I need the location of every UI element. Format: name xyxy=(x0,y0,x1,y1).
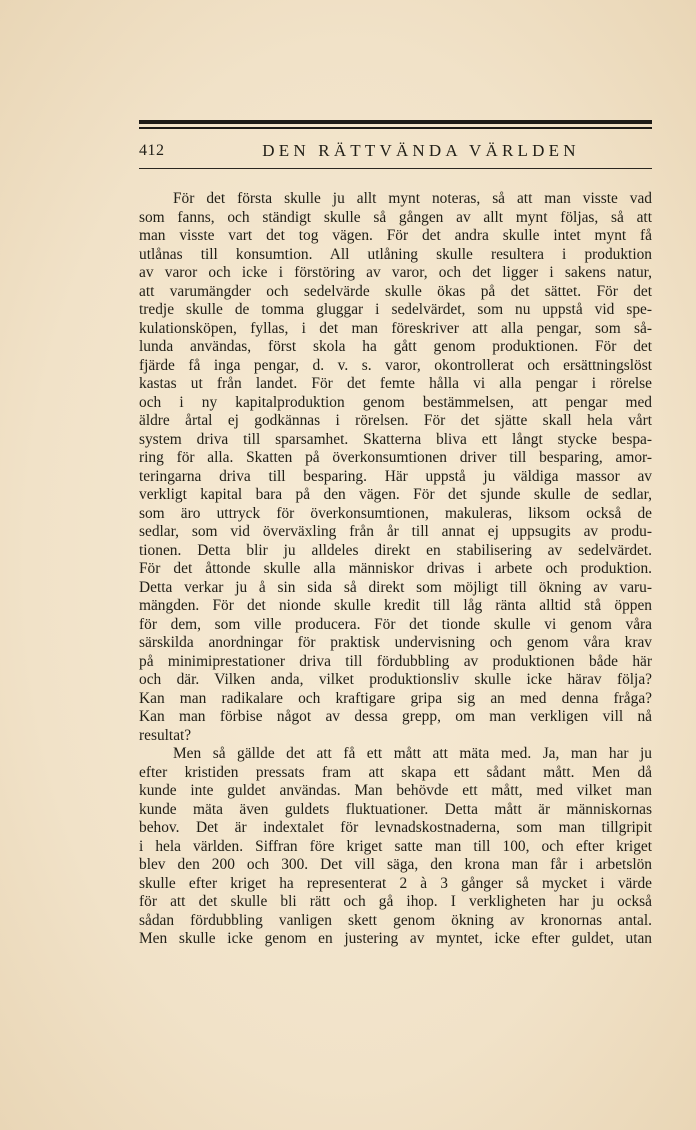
running-title: DEN RÄTTVÄNDA VÄRLDEN xyxy=(262,141,580,160)
text-line: särskilda anordningar för praktisk undervisning och genom våra krav xyxy=(139,634,652,651)
text-line: fjärde få inga pengar, d. v. s. varor, okontrollerat och ersättningslöst xyxy=(139,356,652,374)
text-line: sedlar, som vid överväxling från år till annat ej uppsugits av produ- xyxy=(139,523,652,540)
text-line: man visste vart det tog vägen. För det andra skulle intet mynt få xyxy=(139,227,652,244)
text-line: Men skulle icke genom en justering av myntet, icke efter guldet, utan xyxy=(139,930,652,947)
text-line: som fanns, och ständigt skulle så gången av allt mynt följas, så att xyxy=(139,208,652,226)
text-line: teringarna driva till besparing. Här uppstå ju väldiga massor av xyxy=(139,467,652,485)
running-header xyxy=(139,140,652,164)
text-line: För det åttonde skulle alla människor drivas i arbete och produktion. xyxy=(139,560,652,577)
text-line: sådan fördubbling vanligen skett genom ökning av kronornas antal. xyxy=(139,911,652,929)
text-line: Detta verkar ju å sin sida så direkt som möjligt till ökning av varu- xyxy=(139,578,652,596)
text-line: kunde inte guldet användas. Man behövde ett mått, med vilket man xyxy=(139,782,652,799)
text-line: kastas ut från landet. För det femte hålla vi alla pengar i rörelse xyxy=(139,375,652,392)
text-line: system driva till sparsamhet. Skatterna bliva ett långt stycke bespa- xyxy=(139,430,652,448)
text-line: ring för alla. Skatten på överkonsumtionen driver till besparing, amor- xyxy=(139,449,652,466)
text-line: resultat? xyxy=(139,726,192,744)
text-line: skulle efter kriget ha representerat 2 à 3 gånger så mycket i värde xyxy=(139,874,652,892)
text-line: mängden. För det nionde skulle kredit till låg ränta alltid stå öppen xyxy=(139,597,652,614)
text-line: Kan man förbise något av dessa grepp, om man verkligen vill nå xyxy=(139,708,652,725)
text-line: och där. Vilken anda, vilket produktionsliv skulle icke härav följa? xyxy=(139,671,652,688)
text-line: och i ny kapitalproduktion genom bestämmelsen, att pengar med xyxy=(139,393,652,411)
text-line: äldre årtal ej godkännas i rörelsen. För det sjätte skall hela vårt xyxy=(139,412,652,429)
text-line: lunda användas, först skola ha gått genom produktionen. För det xyxy=(139,338,652,355)
text-line: för dem, som ville producera. För det tionde skulle vi genom våra xyxy=(139,615,652,633)
text-line: i hela världen. Siffran före kriget satte man till 100, och efter kriget xyxy=(139,837,652,855)
header-rule-thick xyxy=(139,120,652,124)
text-line: för att det skulle bli rätt och gå ihop. I verkligheten har ju också xyxy=(139,893,652,910)
text-line: verkligt kapital bara på den vägen. För det sjunde skulle de sedlar, xyxy=(139,486,652,503)
text-line: Men så gällde det att få ett mått att mäta med. Ja, man har ju xyxy=(173,745,652,762)
text-line: För det första skulle ju allt mynt noteras, så att man visste vad xyxy=(173,190,652,207)
text-line: av varor och icke i förstöring av varor, och det ligger i sakens natur, xyxy=(139,264,652,281)
text-line: på minimiprestationer driva till fördubbling av produktionen både här xyxy=(139,652,652,670)
text-line: som äro uttryck för överkonsumtionen, makuleras, liksom också de xyxy=(139,504,652,522)
body-text xyxy=(139,190,652,949)
text-line: att varumängder och sedelvärde skulle ökas på det sättet. För det xyxy=(139,282,652,300)
text-line: Kan man radikalare och kraftigare gripa sig an med denna fråga? xyxy=(139,689,652,707)
text-line: utlånas till konsumtion. All utlåning skulle resultera i produktion xyxy=(139,245,652,263)
text-line: tredje skulle de tomma gluggar i sedelvärdet, som nu uppstå vid spe- xyxy=(139,301,652,318)
header-rule-bottom xyxy=(139,168,652,169)
text-line: tionen. Detta blir ju alldeles direkt en stabilisering av sedelvärdet. xyxy=(139,541,652,559)
page-number: 412 xyxy=(139,142,165,159)
header-rule-thin xyxy=(139,127,652,129)
text-line: kunde mäta även guldets fluktuationer. Detta mått är människornas xyxy=(139,800,652,818)
text-line: behov. Det är indextalet för levnadskostnaderna, som man tillgripit xyxy=(139,819,652,836)
text-line: efter kristiden pressats fram att skapa ett sådant mått. Men då xyxy=(139,763,652,781)
text-line: blev den 200 och 300. Det vill säga, den krona man får i arbetslön xyxy=(139,856,652,873)
text-line: kulationsköpen, fyllas, i det man föreskriver att alla pengar, som så- xyxy=(139,319,652,337)
